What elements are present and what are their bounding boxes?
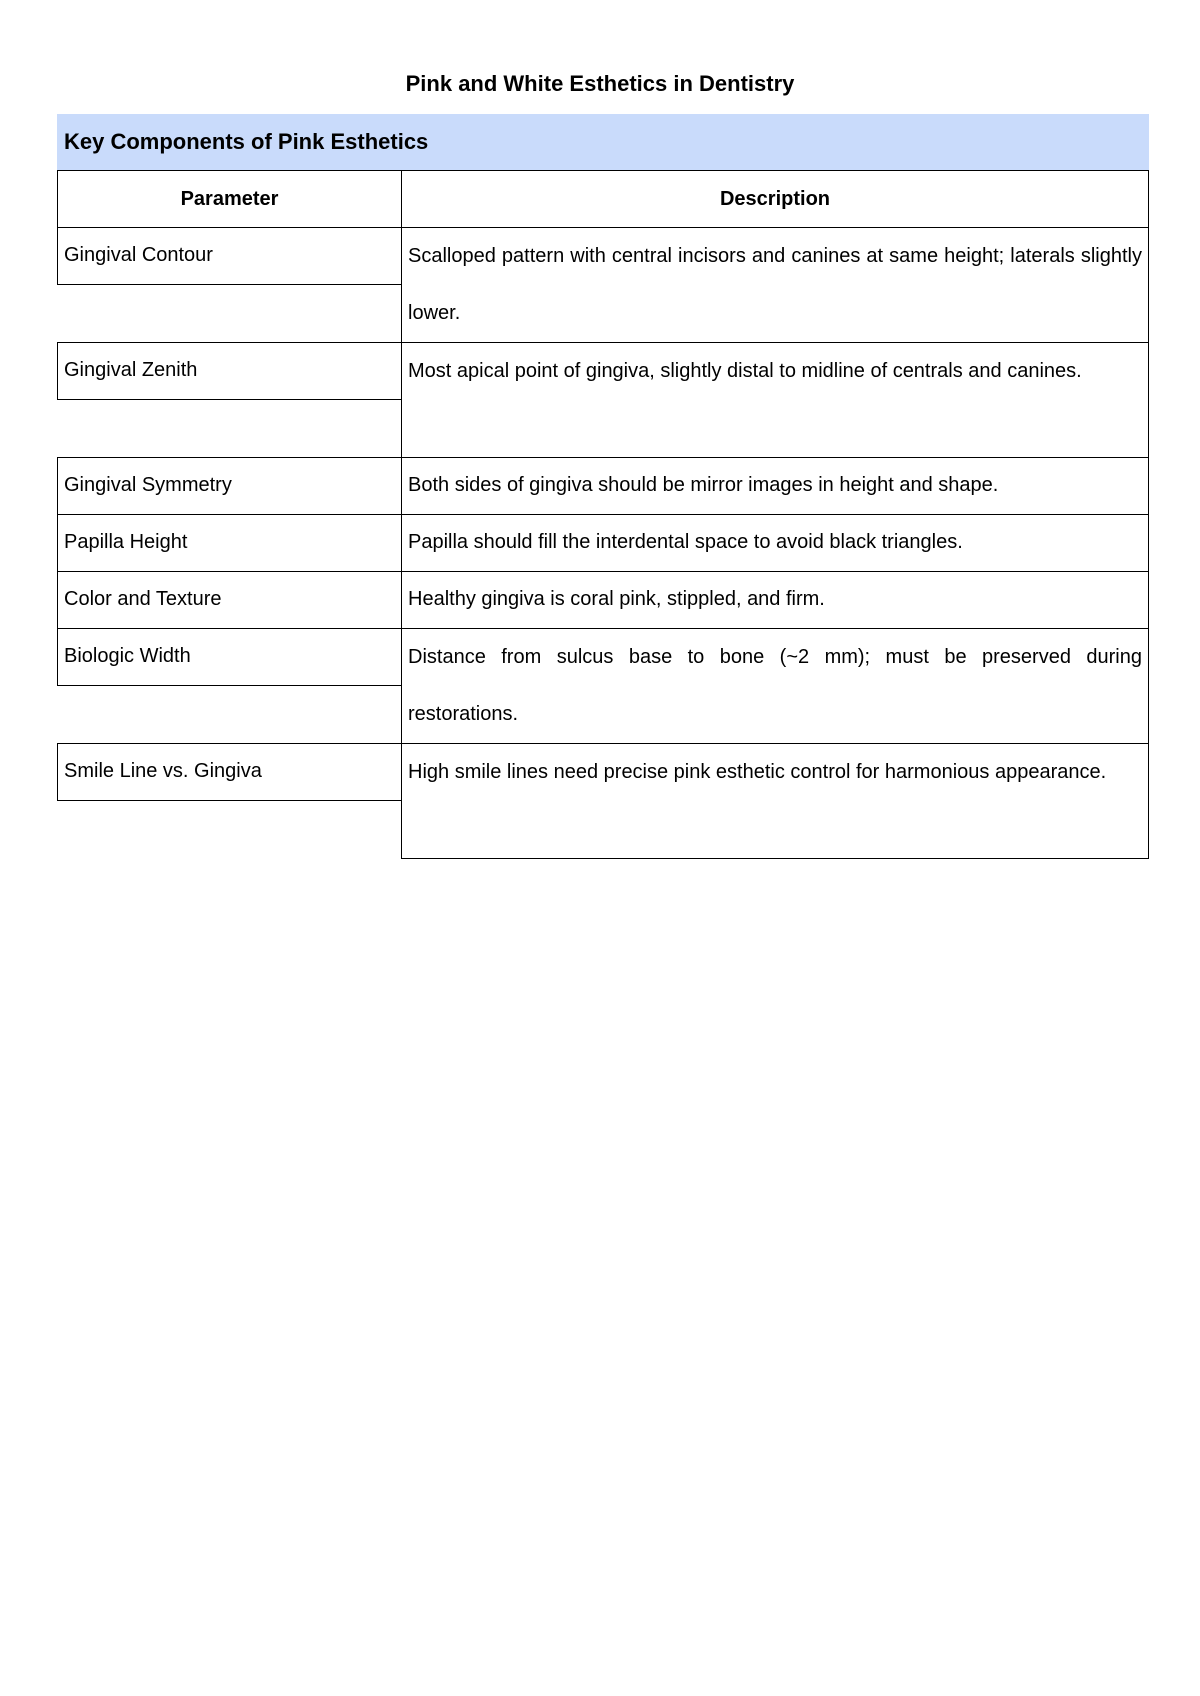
description-cell: Most apical point of gingiva, slightly distal to midline of centrals and canines. [401, 342, 1149, 458]
description-cell: High smile lines need precise pink esthetic control for harmonious appearance. [401, 743, 1149, 859]
description-cell: Scalloped pattern with central incisors and canines at same height; laterals slightly lower. [401, 227, 1149, 343]
parameter-cell: Color and Texture [57, 571, 402, 629]
parameter-cell: Gingival Symmetry [57, 457, 402, 515]
header-parameter: Parameter [57, 170, 402, 228]
parameter-cell: Gingival Contour [57, 227, 402, 285]
parameter-cell: Biologic Width [57, 628, 402, 686]
description-cell: Both sides of gingiva should be mirror images in height and shape. [401, 457, 1149, 515]
description-cell: Papilla should fill the interdental space to avoid black triangles. [401, 514, 1149, 572]
parameter-cell: Smile Line vs. Gingiva [57, 743, 402, 801]
page-title: Pink and White Esthetics in Dentistry [405, 71, 795, 96]
description-cell: Healthy gingiva is coral pink, stippled, and firm. [401, 571, 1149, 629]
section-header: Key Components of Pink Esthetics [57, 114, 1149, 170]
parameter-cell: Gingival Zenith [57, 342, 402, 400]
header-description: Description [401, 170, 1149, 228]
description-cell: Distance from sulcus base to bone (~2 mm); must be preserved during restorations. [401, 628, 1149, 744]
parameter-cell: Papilla Height [57, 514, 402, 572]
